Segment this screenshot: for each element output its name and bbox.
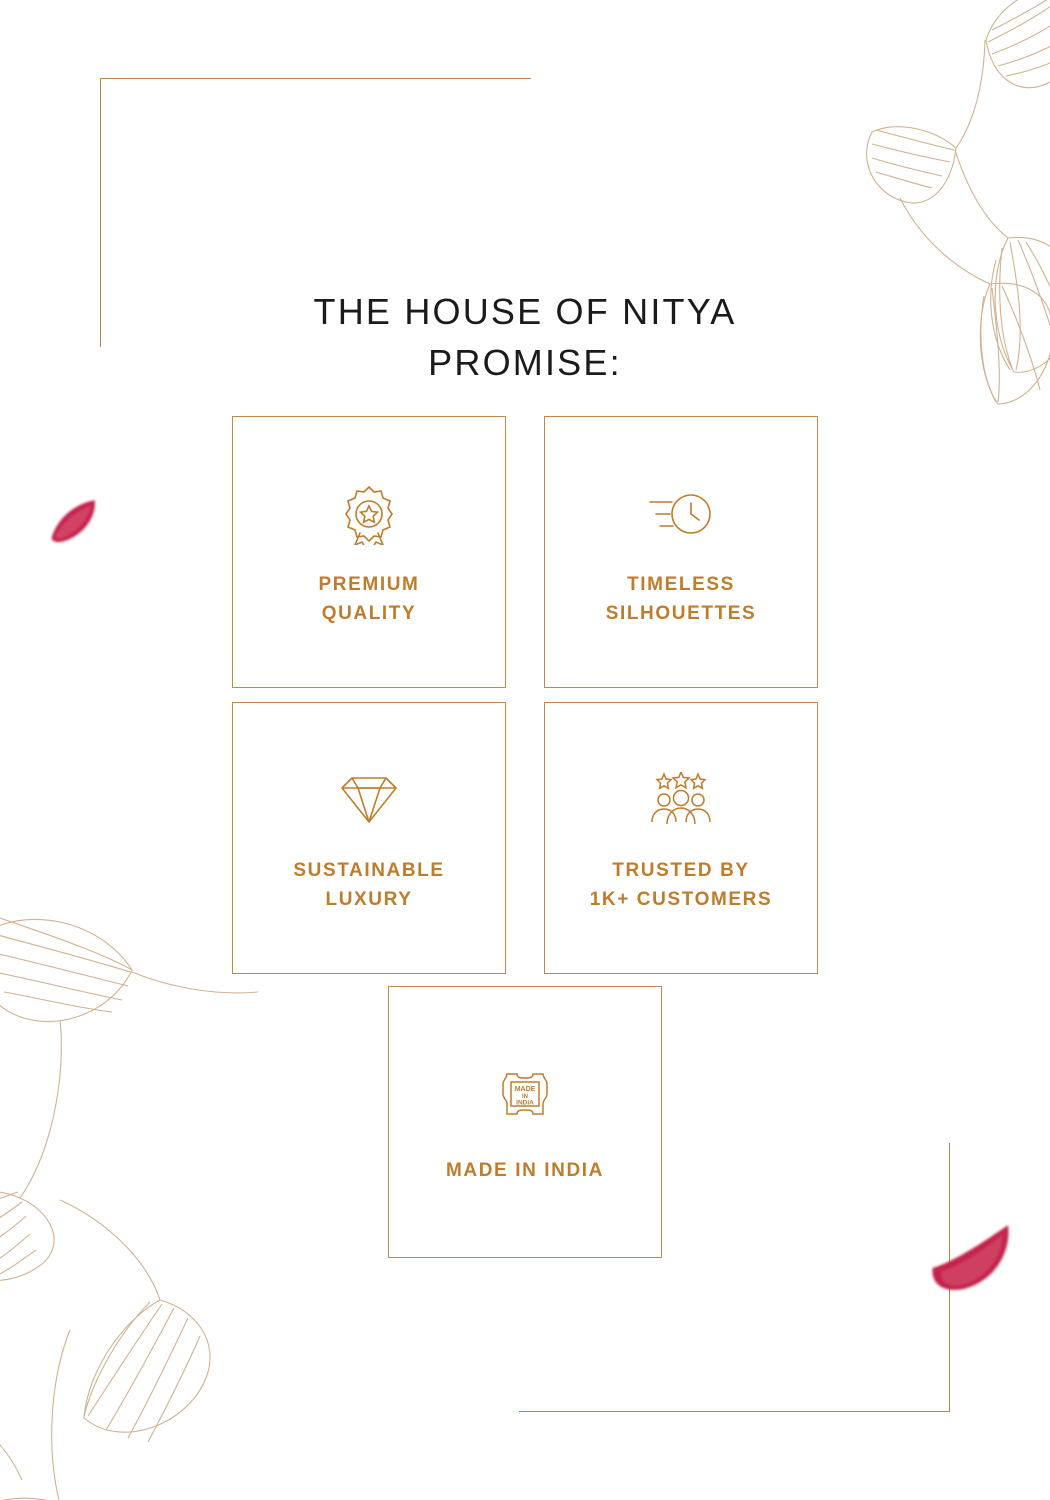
promise-card-label (580, 856, 783, 915)
svg-text:MADE: MADE (514, 1086, 536, 1094)
promise-card-timeless-silhouettes (544, 416, 818, 688)
promise-card-made-in-india (388, 986, 662, 1258)
page-title-line-1: THE HOUSE OF NITYA (313, 291, 737, 333)
promise-card-trusted-customers (544, 702, 818, 974)
customers-stars-icon (649, 762, 713, 838)
promise-card-label (309, 570, 430, 629)
promise-label-line-2: QUALITY (321, 603, 417, 624)
svg-text:IN: IN (522, 1094, 528, 1101)
promise-label-line-1: SUSTAINABLE (293, 859, 445, 881)
made-in-india-badge-icon (497, 1058, 553, 1134)
promise-card-grid (232, 416, 820, 974)
made-in-india-row (0, 986, 1050, 1258)
promise-label-line-2: LUXURY (325, 889, 413, 910)
promise-card-label (436, 1156, 614, 1185)
diamond-icon (334, 762, 404, 838)
botanical-top-right-icon (740, 0, 1050, 460)
promise-label-line-1: TIMELESS (627, 573, 735, 595)
promise-card-premium-quality (232, 416, 506, 688)
promise-card-sustainable-luxury (232, 702, 506, 974)
svg-text:INDIA: INDIA (516, 1099, 534, 1107)
promise-label-line-1: TRUSTED BY (612, 859, 750, 881)
fast-clock-icon (646, 476, 716, 552)
promise-card-label (283, 856, 454, 915)
award-ribbon-icon (340, 476, 398, 552)
promise-card-label (596, 570, 767, 629)
promise-label-line-1: PREMIUM (318, 573, 420, 595)
promise-label-line-2: 1K+ CUSTOMERS (589, 889, 773, 910)
promise-label-line-2: SILHOUETTES (605, 603, 757, 624)
page-title (0, 286, 1050, 388)
petal-left-icon (48, 498, 100, 544)
made-in-india-label: MADE IN INDIA (445, 1160, 605, 1182)
page-title-line-2: PROMISE: (428, 342, 622, 384)
